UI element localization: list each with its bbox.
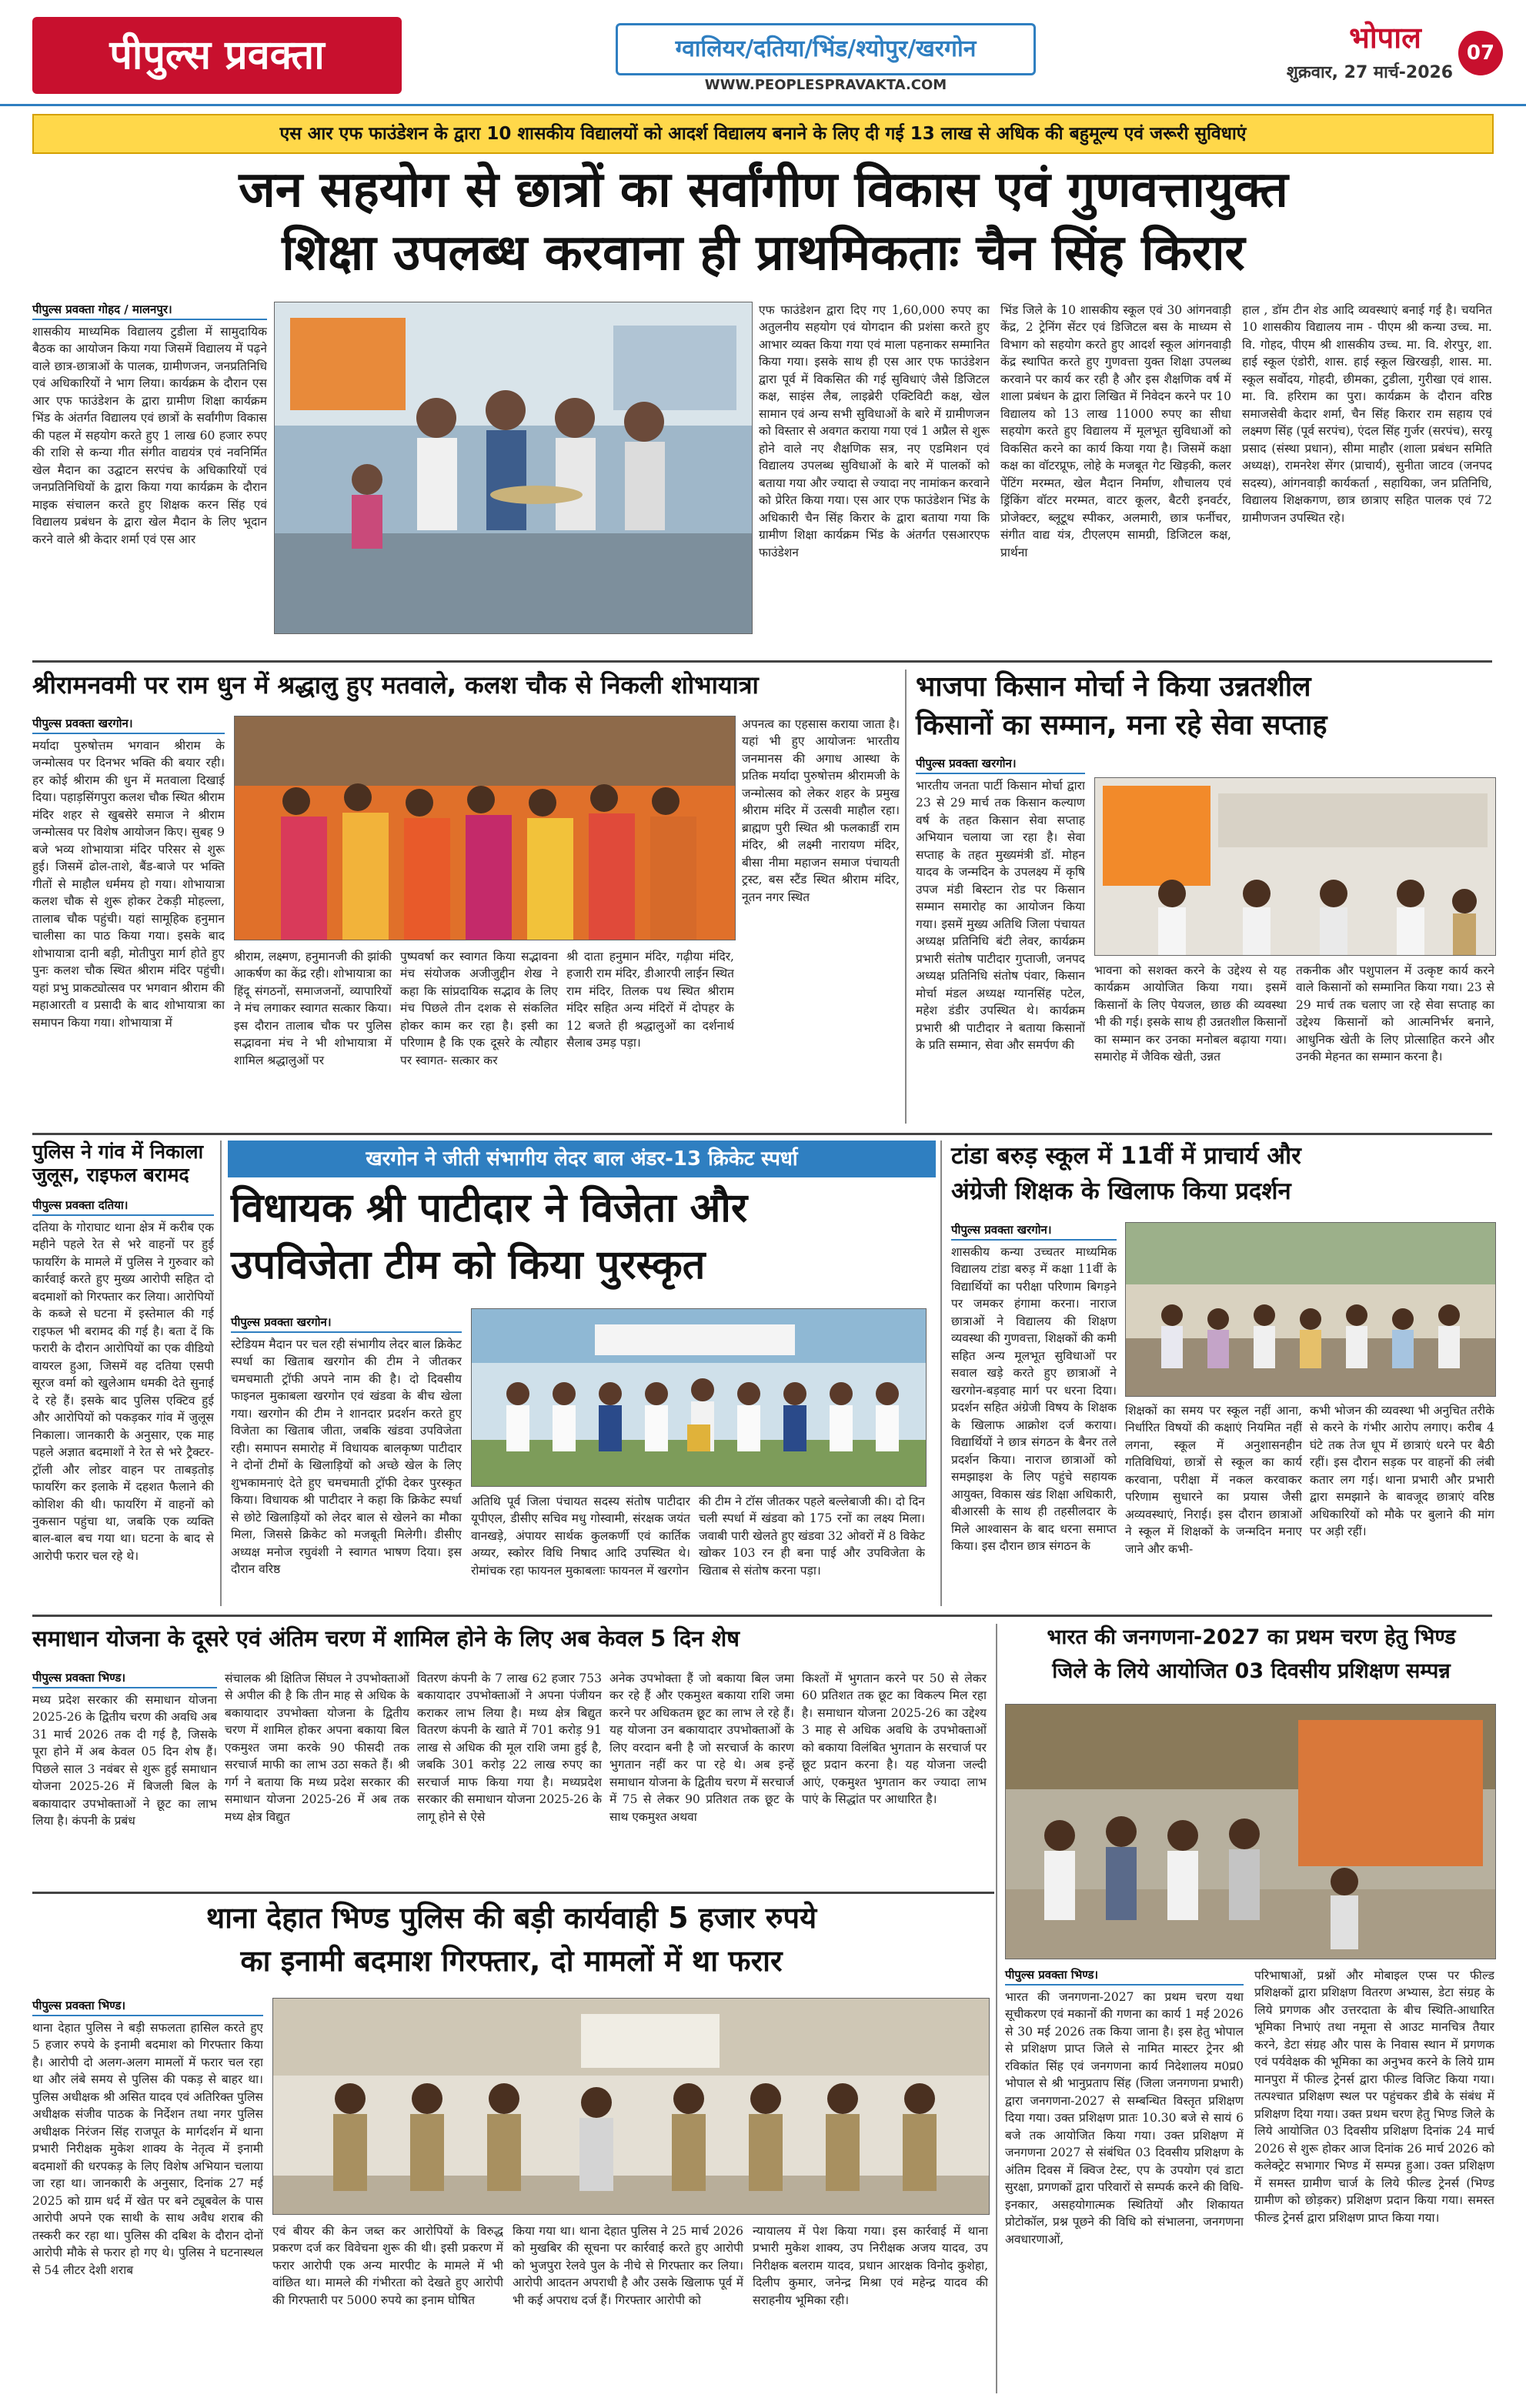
lead-body-col-4: हाल , डॉम टीन शेड आदि व्यवस्थाएं बनाई गई है। चयनित 10 शासकीय विद्यालय नाम - पीएम श्री कन्या उच्च. मा. वि. गोहद, पीएम श्री शासकीय उच्च. मा. वि. शेरपुर, शा. हाई स्कूल एंडोरी, शास. हाई स्कूल खिरखड़ी, शास. मा. स्कूल सर्वोदय, गोहदी, छीमका, टुडीला, गुरीखा एवं शास. मा. वि. हरिराम का पुरा। कार्यक्रम के दौरान वरिष्ठ समाजसेवी केदार शर्मा, चैन सिंह किरार राम सहाय एवं लक्ष्मण सिंह (पूर्व सरपंच), एंदल सिंह गुर्जर (सरपंच), सरयू प्रसाद (संस्था प्रधान), सीमा माहौर (शाला प्रबंधन समिति अध्यक्ष), रामनरेश सेंगर (प्राचार्य), सुनीता जाटव (जनपद सदस्य), आंगनवाड़ी कार्यकर्ता , सहायिका, जन प्रतिनिधि, विद्यालय शिक्षकगण, छात्र छात्राए सहित पालक एवं 72 ग्रामीणजन उपस्थित रहे। (1242, 303, 1492, 525)
cricket-headline-1: विधायक श्री पाटीदार ने विजेता और (231, 1185, 748, 1231)
lead-body-col-3: भिंड जिले के 10 शासकीय स्कूल एवं 30 आंगनवाड़ी केंद्र, 2 ट्रेनिंग सेंटर एवं डिजिटल बस के माध्यम से विभाग को सहयोग करते हुए आदर्श स्कूल आंगनवाड़ी केंद्र स्थापित करते हुए गुणवत्ता युक्त शिक्षा उपलब्ध करवाने पर कार्य कर रही है और इस शैक्षणिक वर्ष में शाला प्रबंधन के द्वारा लिखित में निवेदन करने पर 10 विद्यालय को 13 लाख 11000 रुपए का सीधा सहयोग करते हुए विद्यालय में मूलभूत सुविधाओं को विकसित करने का कार्य किया गया है। जिसमें कक्षा कक्ष का वॉटरप्रूफ, लोहे के मजबूत गेट खिड़की, कलर पेंटिंग मरम्मत, खेल मैदान निर्माण, शौचालय एवं ड्रिंकिंग वॉटर मरम्मत, वाटर कूलर, बैटरी इनवर्टर, प्रोजेक्टर, ब्लूटूथ स्पीकर, अलमारी, छात्र फर्नीचर, संगीत वाद्य यंत्र, टीएलएम सामग्री, डिजिटल कक्ष, प्रार्थना (1000, 303, 1231, 559)
tanda-headline-2: अंग्रेजी शिक्षक के खिलाफ किया प्रदर्शन (951, 1177, 1291, 1205)
census-photo (1005, 1704, 1496, 1959)
column-divider (905, 670, 907, 1124)
bhind-police-body-col-3: किया गया था। थाना देहात पुलिस ने 25 मार्च 2026 को मुखबिर की सूचना पर कार्रवाई करते हुए आरोपी को भुजपुरा रेलवे पुल के नीचे से गिरफ्तार कर लिया। आरोपी आदतन अपराधी है और उसके खिलाफ पूर्व में भी कई अपराध दर्ज हैं। गिरफ्तार आरोपी को (513, 2224, 743, 2307)
procession-illustration (235, 716, 735, 940)
tanda-byline: पीपुल्स प्रवक्ता खरगोन। (951, 1222, 1117, 1241)
bjp-body-col-1: भारतीय जनता पार्टी किसान मोर्चा द्वारा 23 से 29 मार्च तक किसान कल्याण वर्ष के तहत किसान सेवा सप्ताह अभियान चलाया जा रहा है। सेवा सप्ताह के तहत मुख्यमंत्री डॉ. मोहन यादव के जन्मदिन के उपलक्ष्य में कृषि उपज मंडी बिस्टान रोड पर किसान सम्मान समारोह का आयोजन किया गया। इसमें मुख्य अतिथि जिला पंचायत अध्यक्ष प्रतिनिधि बंटी लेवर, कार्यक्रम प्रभारी संतोष पाटीदार गुप्ताजी, जनपद अध्यक्ष प्रतिनिधि संतोष पंवार, किसान मोर्चा मंडल अध्यक्ष ग्यानसिंह पटेल, महेश डंडीर उपस्थित थे। कार्यक्रम प्रभारी श्री पाटीदार ने बताया किसानों के प्रति सम्मान, सेवा और समर्पण की (916, 779, 1085, 1053)
samadhan-headline: समाधान योजना के दूसरे एवं अंतिम चरण में शामिल होने के लिए अब केवल 5 दिन शेष (32, 1625, 740, 1652)
tanda-headline-1: टांडा बरुड़ स्कूल में 11वीं में प्राचार्य और (951, 1142, 1301, 1170)
bjp-headline-1: भाजपा किसान मोर्चा ने किया उन्नतशील (916, 671, 1311, 703)
samadhan-body-col-5: किश्तों में भुगतान करने पर 50 से लेकर 60 प्रतिशत तक छूट का विकल्प मिल रहा है। समाधान योजना 2025-26 का उद्देश्य 3 माह से अधिक अवधि के उपभोक्ताओं को बकाया विलंबित भुगतान के सरचार्ज पर छूट प्रदान करना है। यह योजना जल्दी आएं, एकमुश्त भुगतान कर ज्यादा लाभ पाएं के सिद्धांत पर आधारित है। (802, 1672, 987, 1807)
ramnavami-photo (234, 716, 736, 940)
police-village-body: दतिया के गोराघाट थाना क्षेत्र में करीब एक महीने पहले रेत से भरे वाहनों पर हुई फायरिंग के मामले में पुलिस ने गुरुवार को कार्रवाई करते हुए मुख्य आरोपी सहित दो बदमाशों को गिरफ्तार कर लिया। आरोपियों के कब्जे से घटना में इस्तेमाल की गई राइफल भी बरामद की गई है। बता दें कि फरारी के दौरान आरोपियों का एक वीडियो वायरल हुआ, जिसमें वह दतिया एसपी सूरज वर्मा को खुलेआम धमकी देते सुनाई दे रहे हैं। इसके बाद पुलिस एक्टिव हुई और आरोपियों को पकड़कर गांव में जुलूस निकाला। जानकारी के अनुसार, एक माह पहले अज्ञात बदमाशों ने रेत से भरे ट्रैक्टर-ट्रॉली और लोडर वाहन पर ताबड़तोड़ फायरिंग कर इलाके में दहशत फैलाने की कोशिश की थी। फायरिंग में वाहनों को नुकसान पहुंचा था, जबकि एक व्यक्ति बाल-बाल बच गया था। घटना के बाद से आरोपी फरार चल रहे थे। (32, 1221, 214, 1563)
lead-photo (274, 302, 753, 634)
cricket-photo (471, 1308, 927, 1487)
lead-photo-illustration (275, 302, 752, 633)
bjp-headline-2: किसानों का सम्मान, मना रहे सेवा सप्ताह (916, 710, 1327, 741)
cricket-body-col-3: की टीम ने टॉस जीतकर पहले बल्लेबाजी की। दो दिन चली स्पर्धा में खंडवा को 175 रनों का लक्ष्य मिला। जवाबी पारी खेलते हुए खंडवा 32 ओवरों में 8 विकेट खोकर 103 रन ही बना पाई और उपविजेता के खिताब से संतोष करना पड़ा। (699, 1495, 925, 1578)
samadhan-body-col-4: अनेक उपभोक्ता हैं जो बकाया बिल जमा कर रहे हैं और एकमुश्त बकाया राशि जमा करने पर अधिकतम छूट का लाभ ले रहे हैं। यह योजना उन बकायादार उपभोक्ताओं के लिए वरदान बनी है जो सरचार्ज के कारण भुगतान नहीं कर पा रहे थे। अब इन्हें समाधान योजना के द्वितीय चरण में सरचार्ज में 75 से लेकर 90 प्रतिशत तक छूट के साथ एकमुश्त अथवा (609, 1672, 794, 1824)
newspaper-logo: पीपुल्स प्रवक्ता (32, 17, 402, 94)
column-divider (940, 1141, 942, 1606)
cricket-headline-2: उपविजेता टीम को किया पुरस्कृत (231, 1242, 706, 1288)
census-headline-1: भारत की जनगणना-2027 का प्रथम चरण हेतु भिण्ड (1047, 1625, 1456, 1649)
bjp-photo (1094, 777, 1496, 956)
section-divider (32, 660, 1492, 663)
police-village-headline: पुलिस ने गांव में निकाला जुलूस, राइफल बरामद (32, 1141, 204, 1186)
publication-date: शुक्रवार, 27 मार्च-2026 (1286, 63, 1454, 82)
website-link[interactable]: WWW.PEOPLESPRAVAKTA.COM (704, 77, 947, 93)
cricket-kicker: खरगोन ने जीती संभागीय लेदर बाल अंडर-13 क्रिकेट स्पर्धा (228, 1141, 936, 1177)
training-illustration (1006, 1705, 1495, 1959)
ramnavami-body-col-5: अपनत्व का एहसास कराया जाता है। यहां भी हुए आयोजनः भारतीय जनमानस की अगाध आस्था के प्रतिक मर्यादा पुरुषोत्तम श्रीरामजी के जन्मोत्सव को लेकर शहर के प्रमुख श्रीराम मंदिर में उत्सवी माहौल रहा। ब्राह्मण पुरी स्थित श्री फलकार्डी राम मंदिर, श्री लक्ष्मी नारायण मंदिर, बीसा नीमा महाजन समाज पंचायती ट्रस्ट, बस स्टैंड स्थित श्रीराम मंदिर, नूतन नगर स्थित (742, 717, 900, 904)
bhind-police-headline-2: का इनामी बदमाश गिरफ्तार, दो मामलों में था फरार (240, 1944, 783, 1978)
bhind-police-byline: पीपुल्स प्रवक्ता भिण्ड। (32, 1998, 263, 2016)
editions-strip: ग्वालियर/दतिया/भिंड/श्योपुर/खरगोन (616, 23, 1036, 75)
page-number: 07 (1458, 31, 1503, 75)
cricket-team-illustration (472, 1309, 926, 1486)
cricket-body-col-2: अतिथि पूर्व जिला पंचायत सदस्य संतोष पाटीदार यूपीएल, डीसीए सचिव मधु गोस्वामी, संरक्षक जयंत वानखड़े, अंपायर सार्थक कुलकर्णी एवं कार्तिक अय्यर, स्कोरर विधि निषाद आदि उपस्थित थे। रोमांचक रहा फायनल मुकाबलाः फायनल में खरगोन (471, 1495, 690, 1578)
samadhan-body-col-1: मध्य प्रदेश सरकार की समाधान योजना 2025-26 के द्वितीय चरण की अवधि अब 31 मार्च 2026 तक दी गई है, जिसके पूरा होने में अब केवल 05 दिन शेष हैं। पिछले साल 3 नवंबर से शुरू हुई समाधान योजना 2025-26 में बिजली बिल के बकायादार उपभोक्ताओं ने छूट का लाभ लिया है। कंपनी के प्रबंध (32, 1693, 217, 1829)
ramnavami-byline: पीपुल्स प्रवक्ता खरगोन। (32, 716, 225, 734)
column-divider (220, 1141, 222, 1606)
bhind-police-body-col-4: न्यायालय में पेश किया गया। इस कार्रवाई में थाना प्रभारी मुकेश शाक्य, उप निरीक्षक अजय यादव, उप निरीक्षक बलराम यादव, प्रधान आरक्षक विनोद कुशेहा, दिलीप कुमार, जनेन्द्र मिश्रा एवं महेन्द्र यादव की सराहनीय भूमिका रही। (753, 2224, 988, 2307)
lead-body-col-1: शासकीय माध्यमिक विद्यालय टुडीला में सामुदायिक बैठक का आयोजन किया गया जिसमें विद्यालय में पढ़ने वाले छात्र-छात्राओं के पालक, ग्रामीणजन, जनप्रतिनिधि एवं अधिकारियों ने भाग लिया। कार्यक्रम के दौरान एस आर एफ फाउंडेशन के द्वारा ग्रामीण शिक्षा कार्यक्रम भिंड के अंतर्गत विद्यालय एवं छात्रों के सर्वांगीण विकास की पहल में सहयोग करते हुए 1 लाख 60 हजार रुपए की राशि से कन्या गीत संगीत वाद्ययंत्र एवं नवनिर्मित खेल मैदान का उद्घाटन सरपंच के अधिकारियों एवं जनप्रतिनिधियों के द्वारा किया गया कार्यक्रम के दौरान माइक संचालन करते हुए शिक्षक करन सिंह एवं विद्यालय प्रबंधन के द्वारा खेल मैदान के लिए भूदान करने वाले श्री केदार शर्मा एवं एस आर (32, 325, 267, 546)
edition-city: भोपाल (1349, 21, 1421, 55)
ramnavami-body-col-3: पुष्पवर्षा कर स्वागत किया सद्भावना मंच संयोजक अजीजुद्दीन शेख ने कहा कि सांप्रदायिक सद्भाव के लिए मंच पिछले तीन दशक से संकलित होकर काम कर रहा है। इसी का परिणाम है कि एक दूसरे के त्यौहार पर स्वागत- सत्कार कर (400, 950, 558, 1067)
bjp-byline: पीपुल्स प्रवक्ता खरगोन। (916, 756, 1085, 774)
lead-body-col-2: एफ फाउंडेशन द्वारा दिए गए 1,60,000 रुपए का अतुलनीय सहयोग एवं योगदान की प्रशंसा करते हुए आभार व्यक्त किया गया एवं माला पहनाकर सम्मानित किया गया। इसके साथ ही एस आर एफ फाउंडेशन द्वारा पूर्व में विकसित की गई सुविधाएं जैसे डिजिटल कक्ष, साइंस लैब, लाइब्रेरी एक्टिविटी कक्ष, खेल सामान एवं अन्य सभी सुविधाओं के बारे में ग्रामीणजन को विस्तार से अवगत कराया गया एवं 1 अप्रैल से शुरू होने वाले नए शैक्षणिक सत्र, नए एडमिशन एवं विद्यालय उपलब्ध सुविधाओं के बारे में पालकों को बताया गया और ज्यादा से ज्यादा नए नामांकन करवाने को प्रेरित किया गया। एस आर एफ फाउंडेशन भिंड के अधिकारी चैन सिंह किरार के द्वारा बताया गया कि ग्रामीण शिक्षा कार्यक्रम भिंड के अंतर्गत एसआरएफ फाउंडेशन (759, 303, 990, 559)
protest-illustration (1126, 1223, 1495, 1396)
ramnavami-body-col-1: मर्यादा पुरुषोत्तम भगवान श्रीराम के जन्मोत्सव पर दिनभर भक्ति की बयार रही। हर कोई श्रीराम की धुन में मतवाला दिखाई दिया। पहाड़सिंगपुरा कलश चौक स्थित श्रीराम मंदिर शहर से खुबसेरे समाज ने श्रीराम जन्मोत्सव पर विशेष आयोजन किए। सुबह 9 बजे भव्य शोभायात्रा मंदिर परिसर से शुरू हुई। जिसमें ढोल-ताशे, बैंड-बाजे पर भक्ति गीतों से माहौल धर्ममय हो गया। शोभायात्रा कलश चौक से शुरू होकर टेकड़ी मोहल्ला, तालाब चौक पहुंची। यहां सामूहिक हनुमान चालीसा का पाठ किया गया। इसके बाद शोभायात्रा दानी बड़ी, मोतीपुरा मार्ग होते हुए पुनः कलश चौक स्थित श्रीराम मंदिर पहुंची। यहां प्रभु प्राकट्योत्सव पर भगवान श्रीराम की महाआरती व प्रसादी के बाद शोभायात्रा का समापन किया गया। शोभायात्रा में (32, 739, 225, 1030)
section-divider (32, 1133, 1492, 1135)
bhind-police-photo (272, 1998, 990, 2215)
census-body-col-2: परिभाषाओं, प्रश्नों और मोबाइल एप्स पर फील्ड प्रशिक्षकों द्वारा प्रशिक्षण वितरण अभ्यास, डेटा संग्रह के लिये प्रगणक और उत्तरदाता के बीच स्थिति-आधारित भूमिका निभाएं तथा नमूना से आउट मानचित्र तैयार करने, डेटा संग्रह और पास के निवास स्थान में प्रगणक एवं पर्यवेक्षक की भूमिका का अनुभव करने के लिये ग्राम मानपुरा में फील्ड ट्रेनर्स द्वारा फील्ड विजिट किया गया। तत्पश्चात प्रशिक्षण स्थल पर पहुंचकर डीबे के संबंध में प्रशिक्षण दिया गया। उक्त प्रथम चरण हेतु भिण्ड जिले के लिये आयोजित 03 दिवसीय प्रशिक्षण दिनांक 24 मार्च 2026 से शुरू होकर आज दिनांक 26 मार्च 2026 को कलेक्ट्रेट सभागार भिण्ड में सम्पन्न हुआ। उक्त प्रशिक्षण में समस्त ग्रामीण चार्ज के लिये फील्ड ट्रेनर्स (भिण्ड ग्रामीण को छोड़कर) प्रशिक्षण प्रदान किया गया। समस्त फील्ड ट्रेनर्स द्वारा प्रशिक्षण प्राप्त किया गया। (1254, 1969, 1494, 2225)
bhind-police-body-col-2: एवं बीयर की केन जब्त कर आरोपियों के विरुद्ध प्रकरण दर्ज कर विवेचना शुरू की थी। इसी प्रकरण में फरार आरोपी एक अन्य मारपीट के मामले में भी वांछित था। मामले की गंभीरता को देखते हुए आरोपी की गिरफ्तारी पर 5000 रुपये का इनाम घोषित (272, 2224, 503, 2307)
cricket-body-col-1: स्टेडियम मैदान पर चल रही संभागीय लेदर बाल क्रिकेट स्पर्धा का खिताब खरगोन की टीम ने जीतकर चमचमाती ट्रॉफी अपने नाम की है। दो दिवसीय फाइनल मुकाबला खरगोन एवं खंडवा के बीच खेला गया। खरगोन की टीम ने शानदार प्रदर्शन करते हुए विजेता का खिताब जीता, जबकि खंडवा उपविजेता रही। समापन समारोह में विधायक बालकृष्ण पाटीदार ने दोनों टीमों के खिलाड़ियों को अच्छे खेल के लिए शुभकामनाएं देते हुए चमचमाती ट्रॉफी देकर पुरस्कृत किया। विधायक श्री पाटीदार ने कहा कि क्रिकेट स्पर्धा से छोटे खिलाड़ियों को लेदर बाल से खेलने का मौका मिला, जिससे क्रिकेट को मजबूती मिलेगी। डीसीए अध्यक्ष मनोज रघुवंशी ने स्वागत भाषण दिया। इस दौरान वरिष्ठ (231, 1338, 462, 1577)
samadhan-body-col-3: वितरण कंपनी के 7 लाख 62 हजार 753 बकायादार उपभोक्ताओं ने अपना पंजीयन कराकर लाभ लिया है। मध्य क्षेत्र बिद्युत वितरण कंपनी के खाते में 701 करोड़ 91 लाख से अधिक की मूल राशि जमा हुई है, जबकि 301 करोड़ 22 लाख रुपए का सरचार्ज माफ किया गया है। मध्यप्रदेश सरकार की समाधान योजना 2025-26 के लागू होने से ऐसे (417, 1672, 602, 1824)
ramnavami-body-col-2: श्रीराम, लक्ष्मण, हनुमानजी की झांकी आकर्षण का केंद्र रही। शोभायात्रा का हिंदू संगठनों, समाजजनों, व्यापारियों ने मंच लगाकर स्वागत सत्कार किया। इस दौरान तालाब चौक पर पुलिस सद्भावना मंच ने भी शोभायात्रा में शामिल श्रद्धालुओं पर (234, 950, 392, 1067)
lead-kicker: एस आर एफ फाउंडेशन के द्वारा 10 शासकीय विद्यालयों को आदर्श विद्यालय बनाने के लिए दी गई 13 लाख से अधिक की बहुमूल्य एवं जरूरी सुविधाएं (32, 114, 1494, 154)
ramnavami-body-col-4: श्री दाता हनुमान मंदिर, गढ़ीया मंदिर, हजारी राम मंदिर, डीआरपी लाईन स्थित राम मंदिर, तिलक पथ स्थित श्रीराम मंदिर सहित अन्य मंदिरों में दोपहर के 12 बजते ही श्रद्धालुओं का दर्शनार्थ सैलाब उमड़ पड़ा। (566, 950, 734, 1050)
column-divider (996, 1624, 997, 2393)
bjp-body-col-3: तकनीक और पशुपालन में उत्कृष्ट कार्य करने वाले किसानों को सम्मानित किया गया। 23 से 29 मार्च तक चलाए जा रहे सेवा सप्ताह का उद्देश्य किसानों को आत्मनिर्भर बनाने, आधुनिक खेती के लिए प्रोत्साहित करने और उनकी मेहनत का सम्मान करना है। (1296, 964, 1494, 1064)
census-body-col-1: भारत की जनगणना-2027 का प्रथम चरण यथा सूचीकरण एवं मकानों की गणना का कार्य 1 मई 2026 से 30 मई 2026 तक किया जाना है। इस हेतु भोपाल से प्रशिक्षण प्राप्त जिले से नामित मास्टर ट्रेनर श्री रविकांत सिंह एवं जनगणना कार्य निदेशालय म0प्र0 भोपाल से श्री भानुप्रताप सिंह (जिला जनगणना प्रभारी) द्वारा जनगणना-2027 से सम्बन्धित विस्तृत प्रशिक्षण दिया गया। उक्त प्रशिक्षण प्रातः 10.30 बजे से सायं 6 बजे तक आयोजित किया गया। उक्त प्रशिक्षण में जनगणना 2027 से संबंधित 03 दिवसीय प्रशिक्षण के अंतिम दिवस में क्विज टेस्ट, एप के उपयोग एवं डाटा सुरक्षा, प्रगणकों द्वारा परिवारों से सम्पर्क करने की विधि-इनकार, असहयोगात्मक स्थितियों और शिकायत प्रोटोकॉल, प्रश्न पूछने की विधि को संभालना, जनगणना अवधारणाओं, (1005, 1990, 1244, 2246)
police-village-byline: पीपुल्स प्रवक्ता दतिया। (32, 1197, 214, 1216)
census-headline-2: जिले के लिये आयोजित 03 दिवसीय प्रशिक्षण सम्पन्न (1052, 1659, 1451, 1683)
lead-headline-1: जन सहयोग से छात्रों का सर्वांगीण विकास एवं गुणवत्तायुक्त (239, 162, 1288, 219)
lead-headline-2: शिक्षा उपलब्ध करवाना ही प्राथमिकताः चैन सिंह किरार (282, 225, 1245, 282)
bjp-body-col-2: भावना को सशक्त करने के उद्देश्य से यह कार्यक्रम आयोजित किया गया। इसमें किसानों के लिए पेयजल, छाछ की व्यवस्था भी की गई। इसके साथ ही उन्नतशील किसानों का सम्मान कर उनका मनोबल बढ़ाया गया। समारोह में जैविक खेती, उन्नत (1094, 964, 1287, 1064)
felicitation-illustration (1095, 778, 1495, 955)
samadhan-byline: पीपुल्स प्रवक्ता भिण्ड। (32, 1670, 217, 1688)
ramnavami-headline: श्रीरामनवमी पर राम धुन में श्रद्धालु हुए मतवाले, कलश चौक से निकली शोभायात्रा (32, 670, 759, 700)
tanda-photo (1125, 1222, 1496, 1397)
masthead (0, 0, 1526, 106)
bhind-police-body-col-1: थाना देहात पुलिस ने बड़ी सफलता हासिल करते हुए 5 हजार रुपये के इनामी बदमाश को गिरफ्तार किया है। आरोपी दो अलग-अलग मामलों में फरार चल रहा था और लंबे समय से पुलिस की पकड़ से बाहर था। पुलिस अधीक्षक श्री असित यादव एवं अतिरिक्त पुलिस अधीक्षक संजीव पाठक के निर्देशन तथा नगर पुलिस अधीक्षक निरंजन सिंह राजपूत के मार्गदर्शन में थाना प्रभारी निरीक्षक मुकेश शाक्य के नेतृत्व में इनामी बदमाशों की धरपकड़ के लिए विशेष अभियान चलाया जा रहा था। जानकारी के अनुसार, दिनांक 27 मई 2025 को ग्राम धर्द में खेत पर बने ट्यूबवेल के पास आरोपी अपने एक साथी के साथ अवैध शराब की तस्करी कर रहा था। पुलिस की दबिश के दौरान दोनों आरोपी मौके से फरार हो गए थे। पुलिस ने घटनास्थल से 54 लीटर देशी शराब (32, 2021, 263, 2277)
lead-byline: पीपुल्स प्रवक्ता गोहद / मालनपुर। (32, 302, 267, 320)
police-arrest-illustration (273, 1999, 989, 2214)
bhind-police-headline-1: थाना देहात भिण्ड पुलिस की बड़ी कार्यवाही 5 हजार रुपये (205, 1901, 817, 1935)
samadhan-body-col-2: संचालक श्री क्षितिज सिंघल ने उपभोक्ताओं से अपील की है कि तीन माह से अधिक के बकायादार उपभोक्ता योजना के द्वितीय चरण में शामिल होकर अपना बकाया बिल एकमुश्त जमा करके 90 फीसदी तक सरचार्ज माफी का लाभ उठा सकते हैं। श्री गर्ग ने बताया कि मध्य प्रदेश सरकार की समाधान योजना 2025-26 में अब तक मध्य क्षेत्र विद्युत (225, 1672, 409, 1824)
section-divider (32, 1615, 1492, 1617)
census-byline: पीपुल्स प्रवक्ता भिण्ड। (1005, 1967, 1244, 1986)
tanda-body-col-2: शिक्षकों का समय पर स्कूल नहीं आना, निर्धारित विषयों की कक्षाएं नियमित नहीं लगना, स्कूल में अनुशासनहीन गतिविधियां, छात्रों से स्कूल का कार्य करवाना, परीक्षा में नकल करवाकर परिणाम सुधारने का प्रयास जैसी अव्यवस्थाएं, निराई। इस दौरान छात्राओं ने स्कूल में शिक्षकों के जन्मदिन मनाए जाने और कभी- (1125, 1404, 1302, 1556)
tanda-body-col-3: कभी भोजन की व्यवस्था भी अनुचित तरीके से करने के गंभीर आरोप लगाए। करीब 4 घंटे तक तेज धूप में छात्राएं धरने पर बैठी रहीं। इस दौरान सड़क पर वाहनों की लंबी कतार लग गई। थाना प्रभारी और प्रभारी द्वारा समझाने के बावजूद छात्राएं वरिष्ठ अधिकारियों को मौके पर बुलाने की मांग पर अड़ी रहीं। (1310, 1404, 1494, 1539)
tanda-body-col-1: शासकीय कन्या उच्चतर माध्यमिक विद्यालय टांडा बरुड़ में कक्षा 11वीं के विद्यार्थियों का परीक्षा परिणाम बिगड़ने पर जमकर हंगामा करना। नाराज छात्राओं ने विद्यालय की शिक्षण व्यवस्था की गुणवत्ता, शिक्षकों की कमी सहित अन्य मूलभूत सुविधाओं पर सवाल खड़े करते हुए छात्राओं ने खरगोन-बड़वाह मार्ग पर धरना दिया। प्रदर्शन सहित अंग्रेजी विषय के शिक्षक के खिलाफ आक्रोश दर्ज कराया। विद्यार्थियों ने छात्र संगठन के बैनर तले प्रदर्शन किया। नाराज छात्राओं को समझाइश के लिए पहुंचे सहायक आयुक्त, विकास खंड शिक्षा अधिकारी, बीआरसी के साथ ही तहसीलदार के मिले आश्वासन के बाद धरना समाप्त किया। इस दौरान छात्र संगठन के (951, 1245, 1117, 1553)
section-divider (32, 1892, 994, 1894)
cricket-byline: पीपुल्स प्रवक्ता खरगोन। (231, 1314, 462, 1333)
